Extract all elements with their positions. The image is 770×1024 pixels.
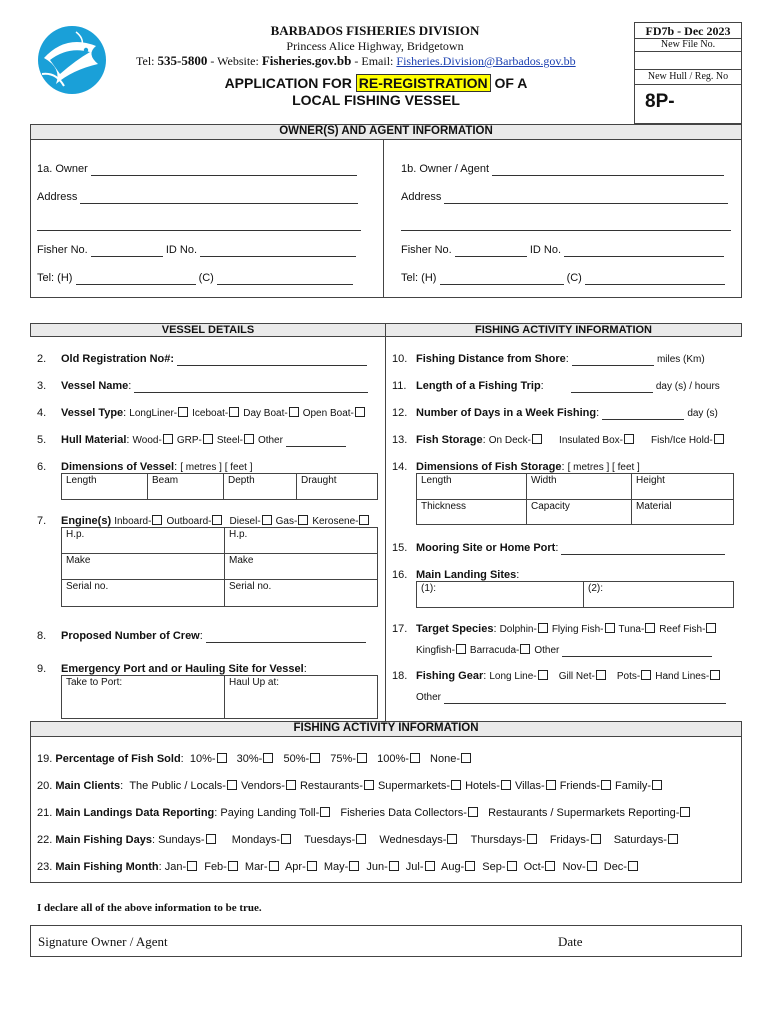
aug-checkbox[interactable]	[465, 861, 475, 871]
storage-length-cell[interactable]: Length	[417, 474, 527, 500]
q17-row: 17. Target Species: Dolphin- Flying Fish- Tuna- Reef Fish-	[392, 623, 716, 636]
jul-checkbox[interactable]	[425, 861, 435, 871]
day-boat-checkbox[interactable]	[289, 407, 299, 417]
vessel-beam-cell[interactable]: Beam	[148, 474, 224, 500]
owner-address-input-2[interactable]	[37, 220, 361, 231]
trip-length-input[interactable]	[571, 382, 653, 393]
owner-id-no-input[interactable]	[200, 246, 356, 257]
q8-row: 8. Proposed Number of Crew:	[37, 630, 366, 643]
q6-row: 6. Dimensions of Vessel: [ metres ] [ feet ]	[37, 461, 253, 473]
diesel-checkbox[interactable]	[262, 515, 272, 525]
engine2-hp-cell[interactable]: H.p.	[225, 528, 378, 554]
hull-other-input[interactable]	[286, 436, 346, 447]
owner-address-input[interactable]	[80, 193, 358, 204]
reef-fish-checkbox[interactable]	[706, 623, 716, 633]
saturdays-checkbox[interactable]	[668, 834, 678, 844]
kingfish-checkbox[interactable]	[456, 644, 466, 654]
fish-ice-hold-checkbox[interactable]	[714, 434, 724, 444]
jun-checkbox[interactable]	[389, 861, 399, 871]
vessel-name-input[interactable]	[134, 382, 368, 393]
vessel-dimensions-table	[61, 473, 378, 500]
q11-row: 11. Length of a Fishing Trip: day (s) / hours	[392, 380, 720, 392]
storage-height-cell[interactable]: Height	[632, 474, 734, 500]
may-checkbox[interactable]	[349, 861, 359, 871]
signature-label: Signature Owner / Agent	[38, 934, 168, 949]
barracuda-checkbox[interactable]	[520, 644, 530, 654]
open-boat-checkbox[interactable]	[355, 407, 365, 417]
agent-address-line2	[401, 218, 731, 231]
apr-checkbox[interactable]	[307, 861, 317, 871]
q12-row: 12. Number of Days in a Week Fishing: day (s)	[392, 407, 718, 419]
insulated-box-checkbox[interactable]	[624, 434, 634, 444]
data-collectors-checkbox[interactable]	[468, 807, 478, 817]
kerosene-checkbox[interactable]	[359, 515, 369, 525]
agent-address-input[interactable]	[444, 193, 728, 204]
owner-address-row: Address	[37, 191, 358, 204]
q9-row: 9. Emergency Port and or Hauling Site for Vessel:	[37, 663, 307, 675]
engine2-make-cell[interactable]: Make	[225, 554, 378, 580]
outboard-checkbox[interactable]	[212, 515, 222, 525]
friends-checkbox[interactable]	[601, 780, 611, 790]
q20-row: 20. Main Clients: The Public / Locals- Vendors- Restaurants- Supermarkets- Hotels- Villas- Friends- Family-	[37, 780, 662, 793]
q5-row: 5. Hull Material: Wood- GRP- Steel- Other	[37, 434, 346, 447]
mar-checkbox[interactable]	[269, 861, 279, 871]
activity-heading: FISHING ACTIVITY INFORMATION	[385, 323, 742, 337]
iceboat-checkbox[interactable]	[229, 407, 239, 417]
q22-row: 22. Main Fishing Days: Sundays- Mondays- Tuesdays- Wednesdays- Thursdays- Fridays- Saturdays-	[37, 834, 678, 847]
org-address: Princess Alice Highway, Bridgetown	[286, 39, 464, 53]
hull-value[interactable]: 8P-	[645, 91, 675, 112]
mooring-site-input[interactable]	[561, 544, 725, 555]
agent-fisher-no-input[interactable]	[455, 246, 527, 257]
landing-site-2-cell[interactable]: (2):	[584, 582, 734, 608]
inboard-checkbox[interactable]	[152, 515, 162, 525]
sold-75-checkbox[interactable]	[357, 753, 367, 763]
old-registration-input[interactable]	[177, 355, 367, 366]
fish-logo-icon	[36, 24, 108, 96]
q7-row: 7. Engine(s) Inboard- Outboard- Diesel- Gas- Kerosene-	[37, 515, 369, 528]
tuna-checkbox[interactable]	[645, 623, 655, 633]
emergency-port-table	[61, 675, 378, 719]
q18-row2: Other	[416, 691, 726, 704]
q19-row: 19. Percentage of Fish Sold: 10%- 30%- 50%- 75%- 100%- None-	[37, 753, 475, 766]
feb-checkbox[interactable]	[228, 861, 238, 871]
fridays-checkbox[interactable]	[591, 834, 601, 844]
q13-row: 13. Fish Storage: On Deck- Insulated Box- Fish/Ice Hold-	[392, 434, 728, 447]
owner-divider	[383, 140, 384, 298]
pots-checkbox[interactable]	[641, 670, 651, 680]
agent-tel-row: Tel: (H) (C)	[401, 272, 725, 285]
q14-row: 14. Dimensions of Fish Storage: [ metres ] [ feet ]	[392, 461, 640, 473]
hand-lines-checkbox[interactable]	[710, 670, 720, 680]
vendors-checkbox[interactable]	[286, 780, 296, 790]
villas-checkbox[interactable]	[546, 780, 556, 790]
owner-address-line2	[37, 218, 361, 231]
org-name: BARBADOS FISHERIES DIVISION	[270, 23, 480, 38]
bottom-heading: FISHING ACTIVITY INFORMATION	[30, 721, 742, 737]
landing-sites-table	[416, 581, 734, 608]
vessel-draught-cell[interactable]: Draught	[297, 474, 378, 500]
new-file-field[interactable]	[635, 51, 741, 69]
agent-tel-h-input[interactable]	[440, 274, 564, 285]
nov-checkbox[interactable]	[587, 861, 597, 871]
declaration: I declare all of the above information to be true.	[37, 902, 262, 914]
haul-up-cell[interactable]: Haul Up at:	[225, 676, 378, 719]
q21-row: 21. Main Landings Data Reporting: Paying Landing Toll- Fisheries Data Collectors- Restaurants / Supermarkets Reporting-	[37, 807, 690, 820]
public-locals-checkbox[interactable]	[227, 780, 237, 790]
owner-heading: OWNER(S) AND AGENT INFORMATION	[30, 124, 742, 140]
take-to-port-cell[interactable]: Take to Port:	[62, 676, 225, 719]
sold-50-checkbox[interactable]	[310, 753, 320, 763]
signature-box[interactable]	[30, 925, 742, 957]
oct-checkbox[interactable]	[545, 861, 555, 871]
q10-row: 10. Fishing Distance from Shore: miles (Km)	[392, 353, 705, 365]
long-line-checkbox[interactable]	[538, 670, 548, 680]
tuesdays-checkbox[interactable]	[356, 834, 366, 844]
q4-row: 4. Vessel Type: LongLiner- Iceboat- Day Boat- Open Boat-	[37, 407, 369, 420]
owner-name-row: 1a. Owner	[37, 163, 357, 176]
q17-row2: Kingfish- Barracuda- Other	[416, 644, 712, 657]
engine1-serial-cell[interactable]: Serial no.	[62, 580, 225, 607]
agent-address-input-2[interactable]	[401, 220, 731, 231]
q15-row: 15. Mooring Site or Home Port:	[392, 542, 725, 555]
engine-table	[61, 527, 378, 607]
hotels-checkbox[interactable]	[501, 780, 511, 790]
form-code: FD7b - Dec 2023	[645, 24, 731, 38]
days-fishing-input[interactable]	[602, 409, 684, 420]
column-divider	[385, 337, 386, 721]
sundays-checkbox[interactable]	[206, 834, 216, 844]
form-title: APPLICATION FOR RE-REGISTRATION OF A LOCAL FISHING VESSEL	[224, 75, 528, 108]
date-label: Date	[558, 934, 583, 949]
crew-number-input[interactable]	[206, 632, 366, 643]
grp-checkbox[interactable]	[203, 434, 213, 444]
fish-storage-table	[416, 473, 734, 525]
landing-site-1-cell[interactable]: (1):	[417, 582, 584, 608]
form-code-box	[634, 22, 742, 124]
owner-fisher-no-input[interactable]	[91, 246, 163, 257]
hull-label: New Hull / Reg. No	[635, 69, 741, 85]
agent-fisher-row: Fisher No. ID No.	[401, 244, 724, 257]
sep-checkbox[interactable]	[507, 861, 517, 871]
new-file-label: New File No.	[635, 38, 741, 51]
restaurants-checkbox[interactable]	[364, 780, 374, 790]
owner-name-input[interactable]	[91, 165, 357, 176]
sold-100-checkbox[interactable]	[410, 753, 420, 763]
sold-10-checkbox[interactable]	[217, 753, 227, 763]
gill-net-checkbox[interactable]	[596, 670, 606, 680]
landing-toll-checkbox[interactable]	[320, 807, 330, 817]
on-deck-checkbox[interactable]	[532, 434, 542, 444]
agent-address-row: Address	[401, 191, 728, 204]
storage-width-cell[interactable]: Width	[527, 474, 632, 500]
wednesdays-checkbox[interactable]	[447, 834, 457, 844]
owner-tel-row: Tel: (H) (C)	[37, 272, 353, 285]
fishing-distance-input[interactable]	[572, 355, 654, 366]
steel-checkbox[interactable]	[244, 434, 254, 444]
dolphin-checkbox[interactable]	[538, 623, 548, 633]
family-checkbox[interactable]	[652, 780, 662, 790]
flying-fish-checkbox[interactable]	[605, 623, 615, 633]
q2-row: 2. Old Registration No#:	[37, 353, 367, 366]
species-other-input[interactable]	[562, 646, 712, 657]
storage-material-cell[interactable]: Material	[632, 500, 734, 525]
gas-checkbox[interactable]	[298, 515, 308, 525]
supermarkets-checkbox[interactable]	[451, 780, 461, 790]
bottom-section	[30, 721, 742, 883]
q18-row: 18. Fishing Gear: Long Line- Gill Net- Pots- Hand Lines-	[392, 670, 720, 683]
owner-tel-h-input[interactable]	[76, 274, 196, 285]
q16-row: 16. Main Landing Sites:	[392, 569, 520, 581]
storage-capacity-cell[interactable]: Capacity	[527, 500, 632, 525]
thursdays-checkbox[interactable]	[527, 834, 537, 844]
website[interactable]: Fisheries.gov.bb	[261, 53, 352, 68]
owner-tel-c-input[interactable]	[217, 274, 353, 285]
q3-row: 3. Vessel Name:	[37, 380, 368, 393]
contact-line: Tel: 535-5800 - Website: Fisheries.gov.bb - Email: Fisheries.Division@Barbados.gov.bb	[136, 53, 576, 68]
engine2-serial-cell[interactable]: Serial no.	[225, 580, 378, 607]
email-link[interactable]: Fisheries.Division@Barbados.gov.bb	[396, 54, 576, 68]
q23-row: 23. Main Fishing Month: Jan- Feb- Mar- Apr- May- Jun- Jul- Aug- Sep- Oct- Nov- Dec-	[37, 861, 638, 874]
sold-none-checkbox[interactable]	[461, 753, 471, 763]
engine1-hp-cell[interactable]: H.p.	[62, 528, 225, 554]
vessel-depth-cell[interactable]: Depth	[224, 474, 297, 500]
dec-checkbox[interactable]	[628, 861, 638, 871]
agent-name-input[interactable]	[492, 165, 724, 176]
restaurant-reporting-checkbox[interactable]	[680, 807, 690, 817]
storage-thickness-cell[interactable]: Thickness	[417, 500, 527, 525]
engine1-make-cell[interactable]: Make	[62, 554, 225, 580]
wood-checkbox[interactable]	[163, 434, 173, 444]
gear-other-input[interactable]	[444, 693, 726, 704]
logo	[36, 24, 108, 96]
tel-number: 535-5800	[157, 53, 208, 68]
jan-checkbox[interactable]	[187, 861, 197, 871]
agent-tel-c-input[interactable]	[585, 274, 725, 285]
vessel-heading: VESSEL DETAILS	[30, 323, 386, 337]
title-highlight: RE-REGISTRATION	[356, 74, 491, 92]
longliner-checkbox[interactable]	[178, 407, 188, 417]
sold-30-checkbox[interactable]	[263, 753, 273, 763]
agent-name-row: 1b. Owner / Agent	[401, 163, 724, 176]
vessel-length-cell[interactable]: Length	[62, 474, 148, 500]
agent-id-no-input[interactable]	[564, 246, 724, 257]
owner-fisher-row: Fisher No. ID No.	[37, 244, 356, 257]
mondays-checkbox[interactable]	[281, 834, 291, 844]
